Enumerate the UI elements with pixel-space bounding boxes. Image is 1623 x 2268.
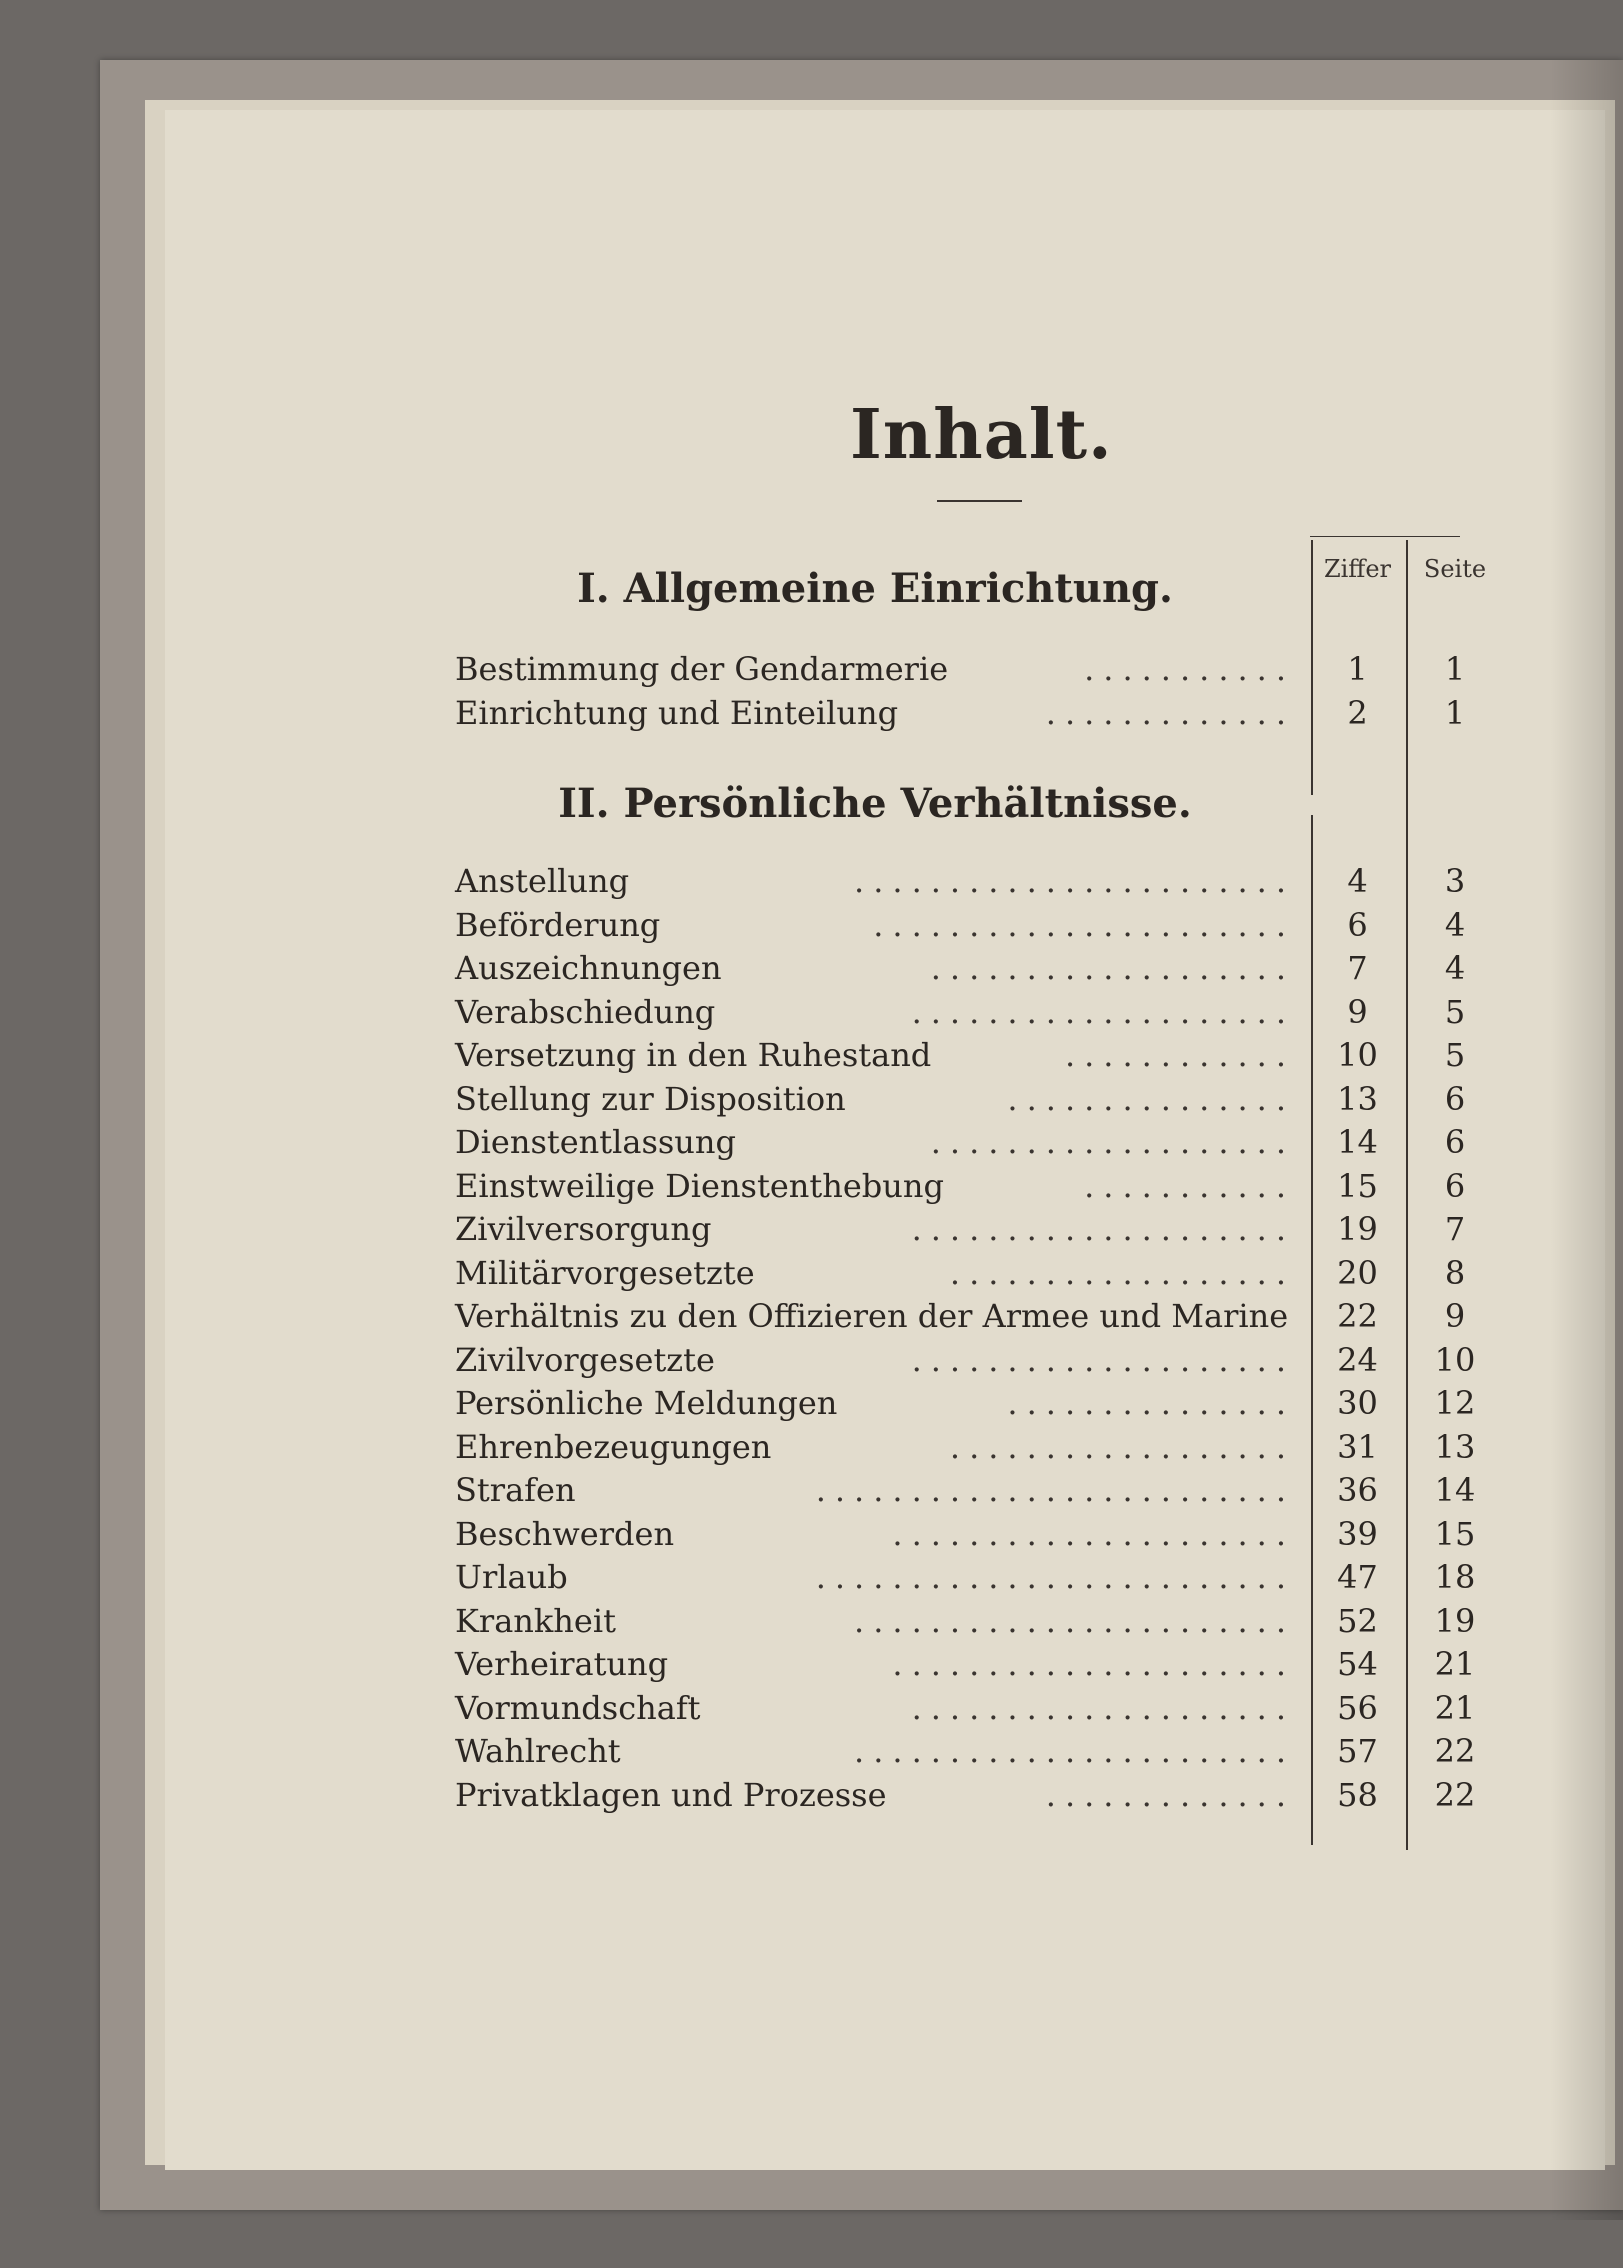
toc-entry-ziffer: 15: [1337, 1166, 1378, 1205]
toc-entry-seite: 9: [1444, 1297, 1466, 1335]
toc-entry-ziffer: 10: [1337, 1036, 1378, 1074]
toc-entry-label: Beschwerden: [455, 1514, 675, 1553]
toc-entry-seite: 10: [1434, 1340, 1476, 1379]
leader-dots: ...........: [1084, 1166, 1295, 1205]
toc-row: [455, 1602, 1505, 1642]
toc-entry-ziffer: 36: [1337, 1471, 1378, 1509]
toc-entry-label: Persönliche Meldungen: [455, 1384, 838, 1422]
column-header-ziffer: Ziffer: [1323, 555, 1392, 583]
toc-entry-label: Strafen: [455, 1471, 576, 1509]
toc-row: [455, 862, 1505, 902]
column-header-rule: [1310, 536, 1460, 537]
toc-entry-seite: 6: [1444, 1123, 1466, 1161]
toc-entry-label: Beförderung: [455, 905, 661, 944]
toc-entry-label: Auszeichnungen: [455, 949, 722, 987]
toc-entry-ziffer: 2: [1347, 693, 1368, 732]
toc-entry-label: Verabschiedung: [455, 992, 716, 1031]
toc-row: [455, 1515, 1505, 1555]
toc-entry-ziffer: 47: [1337, 1558, 1378, 1596]
toc-entry-ziffer: 54: [1337, 1645, 1378, 1683]
toc-entry-seite: 5: [1444, 1036, 1466, 1074]
toc-entry-label: Einstweilige Dienstenthebung: [455, 1166, 944, 1205]
leader-dots: ....................: [911, 992, 1295, 1031]
toc-entry-ziffer: 57: [1337, 1732, 1378, 1770]
toc-row: [455, 1254, 1505, 1294]
toc-row: [455, 906, 1505, 946]
leader-dots: ............: [1064, 1036, 1295, 1074]
toc-entry-ziffer: 20: [1337, 1253, 1378, 1292]
toc-row: [455, 1645, 1505, 1685]
toc-row: [455, 1384, 1505, 1424]
toc-entry-label: Vormundschaft: [455, 1688, 701, 1727]
toc-row: [455, 1123, 1505, 1163]
toc-entry-seite: 4: [1444, 949, 1466, 987]
toc-entry-seite: 5: [1444, 992, 1466, 1031]
toc-entry-seite: 8: [1444, 1253, 1466, 1292]
toc-entry-label: Ehrenbezeugungen: [455, 1427, 772, 1466]
toc-entry-label: Militärvorgesetzte: [455, 1253, 755, 1292]
toc-row: [455, 694, 1505, 734]
toc-entry-ziffer: 31: [1337, 1427, 1378, 1466]
toc-entry-ziffer: 4: [1347, 862, 1368, 900]
toc-entry-label: Bestimmung der Gendarmerie: [455, 650, 949, 688]
toc-entry-label: Dienstentlassung: [455, 1123, 736, 1161]
title-divider: [937, 500, 1022, 502]
toc-entry-seite: 6: [1444, 1079, 1466, 1118]
toc-entry-label: Zivilversorgung: [455, 1210, 712, 1248]
toc-row: [455, 1471, 1505, 1511]
toc-entry-label: Verheiratung: [455, 1645, 669, 1683]
toc-row: [455, 1341, 1505, 1381]
leader-dots: ...............: [1007, 1079, 1295, 1118]
column-header-seite: Seite: [1423, 555, 1487, 583]
leader-dots: ..................: [949, 1253, 1295, 1292]
toc-row: [455, 1167, 1505, 1207]
toc-entry-seite: 15: [1434, 1514, 1476, 1553]
toc-row: [455, 949, 1505, 989]
toc-entry-ziffer: 1: [1347, 650, 1368, 688]
toc-row: [455, 1080, 1505, 1120]
toc-row: [455, 1428, 1505, 1468]
toc-entry-ziffer: 7: [1347, 949, 1368, 987]
toc-entry-label: Krankheit: [455, 1601, 616, 1640]
toc-entry-seite: 4: [1444, 905, 1466, 944]
toc-entry-seite: 13: [1434, 1427, 1476, 1466]
toc-entry-ziffer: 14: [1337, 1123, 1378, 1161]
toc-entry-seite: 3: [1444, 862, 1466, 900]
toc-entry-seite: 14: [1434, 1471, 1476, 1509]
leader-dots: ....................: [911, 1210, 1295, 1248]
toc-entry-label: Versetzung in den Ruhestand: [455, 1036, 932, 1074]
gutter-shadow: [1550, 60, 1623, 2220]
leader-dots: .........................: [815, 1558, 1295, 1596]
leader-dots: .......................: [854, 1601, 1295, 1640]
toc-entry-ziffer: 13: [1337, 1079, 1378, 1118]
leader-dots: ....................: [911, 1340, 1295, 1379]
toc-entry-seite: 19: [1434, 1601, 1476, 1640]
leader-dots: ...........: [1084, 650, 1295, 688]
toc-row: [455, 1297, 1505, 1337]
page-title: Inhalt.: [850, 395, 1113, 475]
toc-row: [455, 1210, 1505, 1250]
toc-entry-label: Stellung zur Disposition: [455, 1079, 846, 1118]
toc-entry-seite: 1: [1444, 693, 1466, 732]
toc-entry-label: Einrichtung und Einteilung: [455, 693, 899, 732]
toc-entry-label: Zivilvorgesetzte: [455, 1340, 715, 1379]
toc-entry-ziffer: 22: [1337, 1297, 1378, 1335]
toc-entry-ziffer: 24: [1337, 1340, 1378, 1379]
toc-entry-ziffer: 6: [1347, 905, 1368, 944]
toc-row: [455, 650, 1505, 690]
toc-entry-seite: 22: [1434, 1775, 1476, 1814]
toc-entry-label: Anstellung: [455, 862, 630, 900]
toc-entry-ziffer: 30: [1337, 1384, 1378, 1422]
toc-row: [455, 1036, 1505, 1076]
toc-entry-ziffer: 39: [1337, 1514, 1378, 1553]
leader-dots: ....................: [911, 1688, 1295, 1727]
toc-entry-ziffer: 52: [1337, 1601, 1378, 1640]
leader-dots: ...............: [1007, 1384, 1295, 1422]
toc-entry-seite: 22: [1434, 1732, 1476, 1770]
leader-dots: .........................: [815, 1471, 1295, 1509]
section-heading-1: I. Allgemeine Einrichtung.: [577, 565, 1173, 612]
toc-entry-seite: 7: [1444, 1210, 1466, 1248]
leader-dots: .....................: [892, 1645, 1295, 1683]
toc-row: [455, 1558, 1505, 1598]
section-heading-2: II. Persönliche Verhältnisse.: [558, 780, 1192, 827]
toc-row: [455, 1732, 1505, 1772]
toc-row: [455, 1776, 1505, 1816]
toc-entry-seite: 12: [1434, 1384, 1476, 1422]
toc-row: [455, 1689, 1505, 1729]
leader-dots: ...................: [930, 949, 1295, 987]
leader-dots: .......................: [854, 1732, 1295, 1770]
toc-row: [455, 993, 1505, 1033]
leader-dots: .............: [1045, 693, 1295, 732]
toc-entry-ziffer: 19: [1337, 1210, 1378, 1248]
toc-entry-label: Wahlrecht: [455, 1732, 621, 1770]
toc-entry-label: Privatklagen und Prozesse: [455, 1775, 887, 1814]
toc-entry-label: Verhältnis zu den Offizieren der Armee und Marine: [455, 1297, 1289, 1335]
leader-dots: ..................: [949, 1427, 1295, 1466]
leader-dots: ......................: [873, 905, 1295, 944]
toc-entry-seite: 18: [1434, 1558, 1476, 1596]
leader-dots: .............: [1045, 1775, 1295, 1814]
leader-dots: .....................: [892, 1514, 1295, 1553]
toc-entry-seite: 21: [1434, 1645, 1476, 1683]
toc-entry-seite: 21: [1434, 1688, 1476, 1727]
toc-entry-label: Urlaub: [455, 1558, 568, 1596]
toc-entry-seite: 1: [1444, 650, 1466, 688]
toc-entry-ziffer: 58: [1337, 1775, 1378, 1814]
toc-entry-ziffer: 9: [1347, 992, 1368, 1031]
leader-dots: .......................: [854, 862, 1295, 900]
toc-entry-ziffer: 56: [1337, 1688, 1378, 1727]
toc-entry-seite: 6: [1444, 1166, 1466, 1205]
leader-dots: ...................: [930, 1123, 1295, 1161]
